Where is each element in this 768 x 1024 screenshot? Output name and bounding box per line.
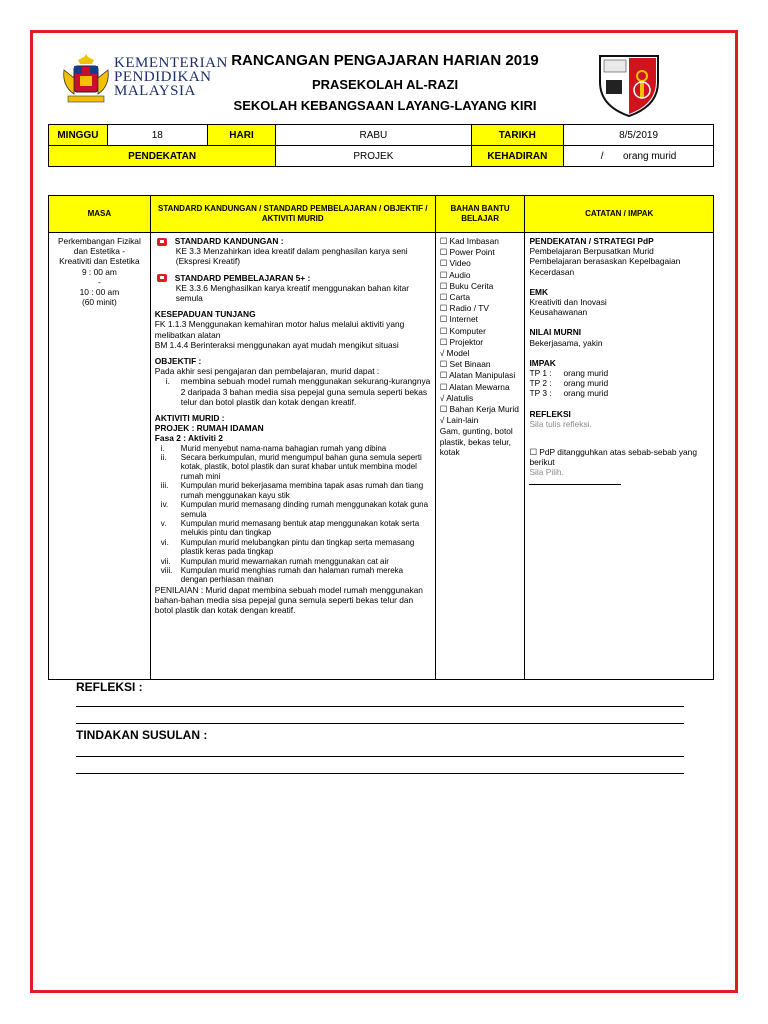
penilaian-text: PENILAIAN : Murid dapat membina sebuah model rumah menggunakan bahan-bahan media sisa pepejal guna semula seperti bekas telur dan botol plastik dan kotak dengan kreatif. — [154, 584, 423, 616]
activity-item: ii. Secara berkumpulan, murid mengumpul bahan guna semula seperti kotak, plastik, botol plastik dan surat khabar untuk membina model rumah mini — [160, 453, 422, 481]
masa-line: dan Estetika - — [73, 246, 125, 257]
activity-item: v. Kumpulan murid memasang bentuk atap menggunakan kotak serta melukis pintu dan tingkap — [160, 518, 420, 538]
kehadiran-slash: / — [600, 150, 604, 162]
bahan-item: ☐ Alatan Mewarna — [439, 381, 510, 392]
bahan-item: √ Model — [439, 348, 470, 359]
tp-row: TP 1 : orang murid — [529, 368, 609, 379]
obj-heading: OBJEKTIF : — [154, 356, 202, 367]
bahan-item: ☐ Set Binaan — [439, 359, 491, 370]
kehadiran-unit: orang murid — [623, 150, 677, 162]
sp-text: KE 3.3.6 Menghasilkan karya kreatif menggunakan bahan kitar semula — [175, 282, 410, 304]
header-masa: MASA — [49, 196, 151, 233]
projek-title: PROJEK : RUMAH IDAMAN — [154, 423, 264, 434]
bahan-item: ☐ Video — [439, 258, 471, 269]
activity-item: vi. Kumpulan murid melubangkan pintu dan tingkap serta memasang plastik keras pada tingkap — [160, 537, 415, 557]
kt-line: BM 1.4.4 Berinteraksi menggunakan ayat mudah mengikut situasi — [154, 339, 399, 350]
refleksi-label: REFLEKSI : — [76, 680, 143, 694]
fasa-title: Fasa 2 : Aktiviti 2 — [154, 433, 223, 444]
obj-num: i. — [165, 376, 170, 387]
tp-row: TP 3 : orang murid — [529, 388, 609, 399]
strategi-heading: PENDEKATAN / STRATEGI PdP — [529, 236, 654, 246]
ministry-line-2: PENDIDIKAN — [114, 69, 212, 85]
header-standard: STANDARD KANDUNGAN / STANDARD PEMBELAJARAN / OBJEKTIF / AKTIVITI MURID — [150, 196, 435, 233]
akt-heading: AKTIVITI MURID : — [154, 413, 225, 424]
bahan-cell — [435, 233, 525, 680]
bahan-item: ☐ Projektor — [439, 336, 484, 347]
standard-cell — [150, 233, 435, 680]
kt-line: FK 1.1.3 Menggunakan kemahiran motor halus melalui aktiviti yang melibatkan alatan — [154, 319, 405, 340]
tindakan-label: TINDAKAN SUSULAN : — [76, 728, 208, 742]
bahan-item: ☐ Buku Cerita — [439, 280, 494, 291]
strategi-line: Pembelajaran Berpusatkan Murid — [529, 246, 654, 257]
activity-item: viii. Kumpulan murid menghias rumah dan halaman rumah mereka dengan perhiasan mainan — [160, 565, 404, 585]
bahan-item: √ Lain-lain — [439, 415, 479, 426]
refleksi-line[interactable] — [76, 706, 684, 707]
emk-line: Kreativiti dan Inovasi — [529, 297, 607, 308]
hari-label: HARI — [207, 125, 276, 146]
sk-text: KE 3.3 Menzahirkan idea kreatif dalam penghasilan karya seni (Ekspresi Kreatif) — [175, 246, 408, 267]
bahan-item: ☐ Power Point — [439, 247, 495, 258]
masa-line: Perkembangan Fizikal — [57, 236, 141, 246]
kt-heading: KESEPADUAN TUNJANG — [154, 309, 256, 320]
catatan-cell — [525, 233, 714, 680]
masa-line: - — [98, 276, 101, 287]
masa-end: 10 : 00 am — [79, 287, 120, 298]
header-bahan: BAHAN BANTU BELAJAR — [435, 196, 525, 233]
sebab-underline — [529, 484, 621, 485]
minggu-label: MINGGU — [49, 125, 108, 146]
nilai-heading: NILAI MURNI — [529, 327, 582, 338]
refleksi-line[interactable] — [76, 723, 684, 724]
subtitle-prasekolah: PRASEKOLAH AL-RAZI — [311, 77, 459, 92]
bahan-item: ☐ Komputer — [439, 325, 486, 336]
minggu-value: 18 — [107, 125, 207, 146]
bahan-item: ☐ Internet — [439, 314, 478, 325]
ministry-line-1: KEMENTERIAN — [114, 55, 228, 71]
strategi-line: Pembelajaran berasaskan Kepelbagaian Kecerdasan — [529, 256, 681, 277]
kehadiran-value — [564, 146, 714, 167]
tp-row: TP 2 : orang murid — [529, 378, 609, 389]
tindakan-line[interactable] — [76, 773, 684, 774]
bahan-item: ☐ Bahan Kerja Murid — [439, 404, 519, 415]
refleksi-heading: REFLEKSI — [529, 408, 571, 419]
tarikh-value: 8/5/2019 — [564, 125, 714, 146]
activity-item: iv. Kumpulan murid memasang dinding rumah menggunakan kotak guna semula — [160, 500, 429, 519]
ditangguh-checkbox[interactable]: ☐ PdP ditangguhkan atas sebab-sebab yang berikut — [529, 447, 698, 468]
bahan-item: ☐ Kad Imbasan — [439, 236, 499, 246]
tarikh-label: TARIKH — [471, 125, 564, 146]
activity-item: vii. Kumpulan murid mewarnakan rumah menggunakan cat air — [160, 556, 389, 566]
refleksi-field[interactable]: Sila tulis refleksi. — [529, 418, 592, 429]
emk-heading: EMK — [529, 286, 549, 297]
sp-heading: STANDARD PEMBELAJARAN 5+ : — [174, 272, 311, 283]
lesson-table — [48, 195, 714, 680]
page-title: RANCANGAN PENGAJARAN HARIAN 2019 — [231, 52, 539, 69]
ministry-logo — [52, 50, 228, 120]
coat-of-arms-icon — [58, 52, 114, 108]
info-table — [48, 124, 714, 167]
ministry-line-3: MALAYSIA — [114, 83, 196, 99]
hari-value: RABU — [276, 125, 471, 146]
masa-start: 9 : 00 am — [81, 266, 117, 277]
bahan-item: ☐ Alatan Manipulasi — [439, 370, 516, 381]
school-badge-icon — [596, 52, 662, 118]
book-icon — [157, 238, 167, 246]
impak-heading: IMPAK — [529, 357, 556, 368]
emk-line: Keusahawanan — [529, 307, 588, 318]
bahan-item: ☐ Carta — [439, 292, 471, 303]
pendekatan-label: PENDEKATAN — [49, 146, 276, 167]
tindakan-line[interactable] — [76, 756, 684, 757]
subtitle-school: SEKOLAH KEBANGSAAN LAYANG-LAYANG KIRI — [233, 98, 537, 113]
bahan-item: ☐ Audio — [439, 269, 471, 280]
activity-item: i. Murid menyebut nama-nama bahagian rumah yang dibina — [160, 443, 387, 453]
masa-duration: (60 minit) — [81, 297, 117, 308]
kehadiran-label: KEHADIRAN — [471, 146, 564, 167]
obj-intro: Pada akhir sesi pengajaran dan pembelajaran, murid dapat : — [154, 366, 380, 377]
obj-item: membina sebuah model rumah menggunakan sekurang-kurangnya 2 daripada 3 bahan media sisa pepejal guna semula seperti bekas telur dan botol plastik dan kotak dengan kreatif. — [180, 376, 431, 407]
bahan-item: √ Alatulis — [439, 392, 474, 403]
masa-cell — [49, 233, 151, 680]
book-icon — [157, 274, 167, 282]
sk-heading: STANDARD KANDUNGAN : — [174, 236, 284, 246]
pendekatan-value: PROJEK — [276, 146, 471, 167]
activity-item: iii. Kumpulan murid bekerjasama membina tapak asas rumah dan tiang rumah menggunakan kayu stik — [160, 481, 424, 500]
masa-line: Kreativiti dan Estetika — [59, 256, 140, 267]
header-catatan: CATATAN / IMPAK — [525, 196, 714, 233]
sebab-select[interactable]: Sila Pilih. — [529, 467, 564, 478]
nilai-text: Bekerjasama, yakin — [529, 337, 603, 348]
bahan-item: ☐ Radio / TV — [439, 303, 489, 314]
bahan-extra: Gam, gunting, botol plastik, bekas telur, kotak — [439, 426, 513, 457]
